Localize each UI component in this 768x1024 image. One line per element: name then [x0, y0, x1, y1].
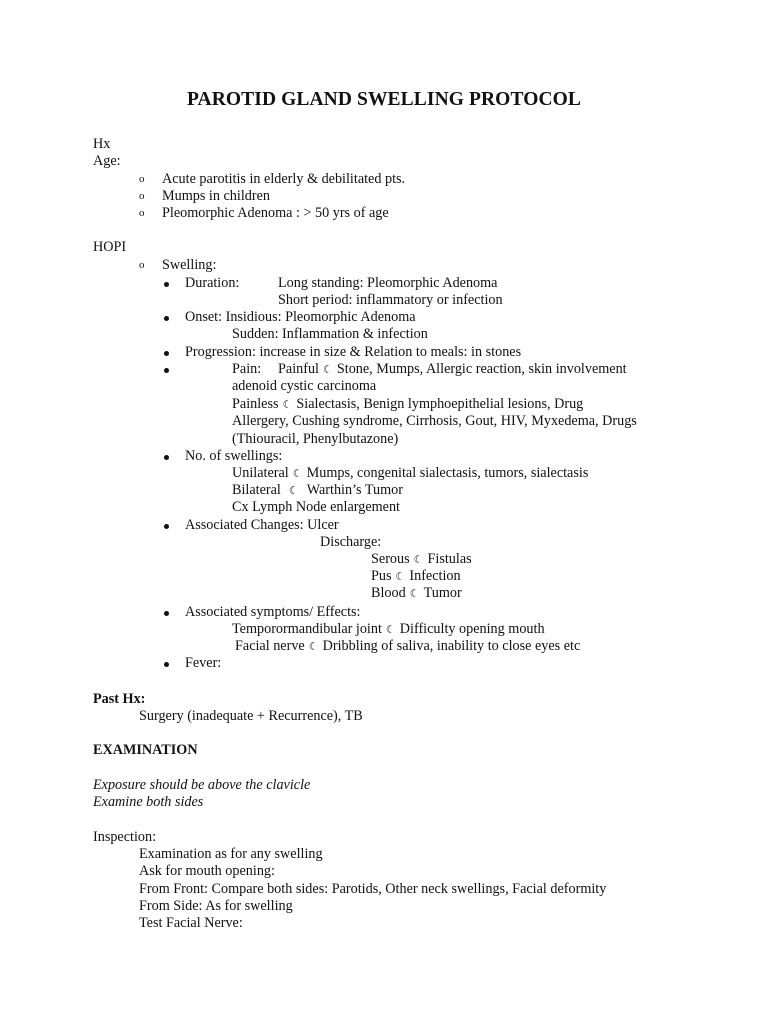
- bullet-icon: [164, 351, 169, 356]
- arrow-icon: ☾: [288, 485, 299, 497]
- examination-heading: EXAMINATION: [93, 742, 198, 758]
- no-of-swellings: No. of swellings:: [185, 448, 283, 464]
- arrow-icon: ☾: [282, 399, 293, 411]
- circle-bullet-icon: o: [139, 259, 145, 271]
- pus-text: Infection: [409, 568, 461, 584]
- inspection-item: Examination as for any swelling: [139, 846, 323, 862]
- tmj-text: Difficulty opening mouth: [399, 621, 545, 637]
- painless-line: [232, 396, 583, 414]
- onset-sudden: Sudden: Inflammation & infection: [232, 326, 428, 342]
- exposure-note: Exposure should be above the clavicle: [93, 777, 311, 793]
- inspection-item: Test Facial Nerve:: [139, 915, 243, 931]
- pain-label: Pain:: [232, 361, 262, 377]
- discharge-label: Discharge:: [320, 534, 382, 550]
- progression: Progression: increase in size & Relation to meals: in stones: [185, 344, 522, 360]
- pus-line: [371, 568, 461, 586]
- facial-label: Facial nerve: [235, 638, 305, 654]
- painless-label: Painless: [232, 396, 279, 412]
- facial-nerve-line: [235, 638, 580, 656]
- inspection-item: From Front: Compare both sides: Parotids, Other neck swellings, Facial deformity: [139, 881, 607, 897]
- bullet-icon: [164, 524, 169, 529]
- unilateral-text: Mumps, congenital sialectasis, tumors, sialectasis: [306, 465, 589, 481]
- serous-line: [371, 551, 472, 569]
- duration-short: Short period: inflammatory or infection: [278, 292, 503, 308]
- unilateral-line: [232, 465, 588, 483]
- bullet-icon: [164, 316, 169, 321]
- painful-text: Stone, Mumps, Allergic reaction, skin involvement: [336, 361, 627, 377]
- bullet-icon: [164, 611, 169, 616]
- inspection-item: From Side: As for swelling: [139, 898, 293, 914]
- blood-label: Blood: [371, 585, 406, 601]
- fever-label: Fever:: [185, 655, 222, 671]
- age-label: Age:: [93, 153, 121, 169]
- painful-line: [278, 361, 627, 379]
- cx-lymph-node: Cx Lymph Node enlargement: [232, 499, 400, 515]
- arrow-icon: ☾: [413, 554, 424, 566]
- associated-changes: Associated Changes: Ulcer: [185, 517, 339, 533]
- past-hx-text: Surgery (inadequate + Recurrence), TB: [139, 708, 363, 724]
- arrow-icon: ☾: [395, 571, 406, 583]
- past-hx-heading: Past Hx:: [93, 691, 146, 707]
- hopi-heading: HOPI: [93, 239, 127, 255]
- duration-label: Duration:: [185, 275, 240, 291]
- pus-label: Pus: [371, 568, 392, 584]
- onset-insidious: Onset: Insidious: Pleomorphic Adenoma: [185, 309, 416, 325]
- bullet-icon: [164, 368, 169, 373]
- painful-continuation: adenoid cystic carcinoma: [232, 378, 377, 394]
- arrow-icon: ☾: [385, 624, 396, 636]
- inspection-item: Ask for mouth opening:: [139, 863, 275, 879]
- bilateral-label: Bilateral: [232, 482, 281, 498]
- age-item: Pleomorphic Adenoma : > 50 yrs of age: [162, 205, 389, 221]
- painless-continuation: Allergery, Cushing syndrome, Cirrhosis, Gout, HIV, Myxedema, Drugs: [232, 413, 637, 429]
- age-item: Mumps in children: [162, 188, 270, 204]
- circle-bullet-icon: o: [139, 207, 145, 219]
- tmj-line: [232, 621, 545, 639]
- bullet-icon: [164, 662, 169, 667]
- painful-label: Painful: [278, 361, 319, 377]
- arrow-icon: ☾: [292, 468, 303, 480]
- page-title: PAROTID GLAND SWELLING PROTOCOL: [186, 89, 582, 110]
- arrow-icon: ☾: [409, 588, 420, 600]
- painless-text: Sialectasis, Benign lymphoepithelial lesions, Drug: [296, 396, 584, 412]
- serous-label: Serous: [371, 551, 410, 567]
- bullet-icon: [164, 455, 169, 460]
- duration-long: Long standing: Pleomorphic Adenoma: [278, 275, 498, 291]
- bullet-icon: [164, 282, 169, 287]
- tmj-label: Temporormandibular joint: [232, 621, 382, 637]
- circle-bullet-icon: o: [139, 173, 145, 185]
- hx-heading: Hx: [93, 136, 111, 152]
- blood-text: Tumor: [423, 585, 462, 601]
- painless-continuation: (Thiouracil, Phenylbutazone): [232, 431, 399, 447]
- bilateral-text: Warthin’s Tumor: [306, 482, 403, 498]
- arrow-icon: ☾: [322, 364, 333, 376]
- unilateral-label: Unilateral: [232, 465, 289, 481]
- bilateral-line: [232, 482, 403, 500]
- serous-text: Fistulas: [427, 551, 472, 567]
- arrow-icon: ☾: [308, 641, 319, 653]
- circle-bullet-icon: o: [139, 190, 145, 202]
- facial-text: Dribbling of saliva, inability to close eyes etc: [322, 638, 581, 654]
- blood-line: [371, 585, 462, 603]
- inspection-label: Inspection:: [93, 829, 157, 845]
- examine-both-note: Examine both sides: [93, 794, 204, 810]
- swelling-label: Swelling:: [162, 257, 217, 273]
- associated-symptoms: Associated symptoms/ Effects:: [185, 604, 361, 620]
- age-item: Acute parotitis in elderly & debilitated pts.: [162, 171, 406, 187]
